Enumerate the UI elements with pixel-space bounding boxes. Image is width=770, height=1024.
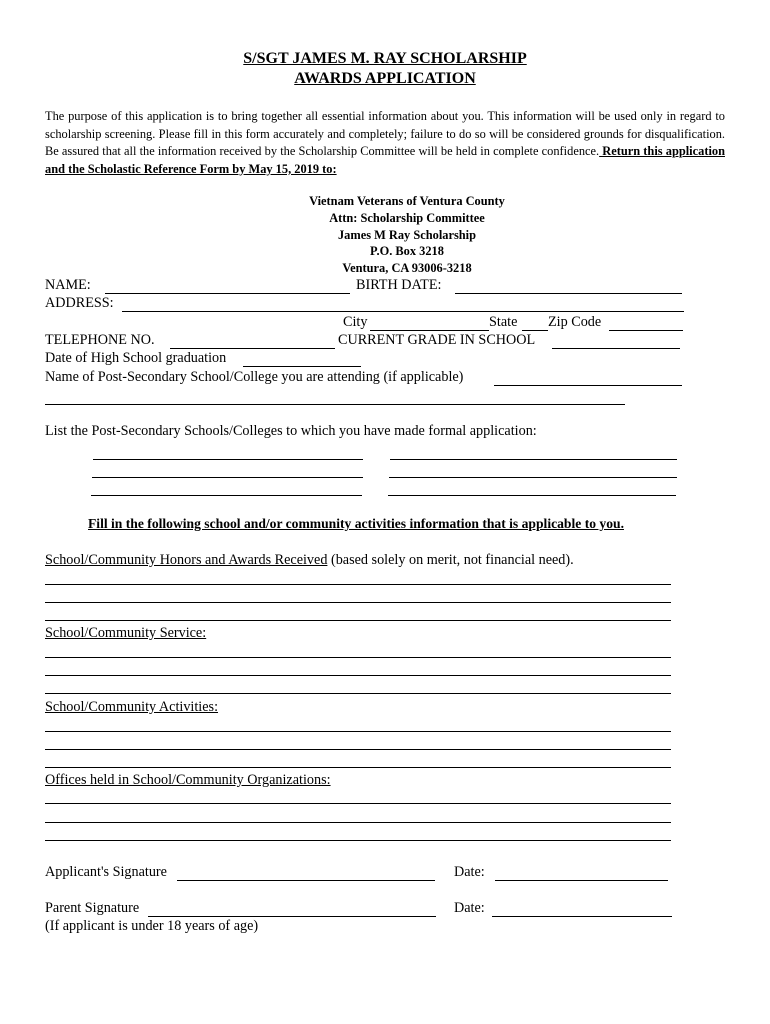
address-label: ADDRESS: <box>45 295 114 311</box>
zip-label: Zip Code <box>548 314 602 330</box>
parent-date-label: Date: <box>454 900 485 916</box>
offices-line[interactable] <box>45 808 671 823</box>
college-field[interactable] <box>92 463 363 478</box>
state-field[interactable] <box>522 316 548 331</box>
activities-line[interactable] <box>45 735 671 750</box>
honors-label: School/Community Honors and Awards Received <box>45 552 328 568</box>
birth-date-field[interactable] <box>455 279 682 294</box>
return-instructions: Return this application and the Scholastic Reference Form by May 15, 2019 to: <box>45 144 725 176</box>
college-field[interactable] <box>93 445 363 460</box>
college-field[interactable] <box>91 481 362 496</box>
parent-date-field[interactable] <box>492 902 672 917</box>
honors-line[interactable] <box>45 588 671 603</box>
post-secondary-label: Name of Post-Secondary School/College you are attending (if applicable) <box>45 369 464 385</box>
parent-note: (If applicant is under 18 years of age) <box>45 918 259 934</box>
offices-line[interactable] <box>45 789 671 804</box>
college-field[interactable] <box>389 463 677 478</box>
telephone-label: TELEPHONE NO. <box>45 332 155 348</box>
list-colleges-label: List the Post-Secondary Schools/Colleges to which you have made formal application: <box>45 423 537 439</box>
address-field[interactable] <box>122 297 684 312</box>
college-field[interactable] <box>388 481 676 496</box>
address-po-box: P.O. Box 3218 <box>370 244 444 258</box>
current-grade-field[interactable] <box>552 334 680 349</box>
name-field[interactable] <box>105 279 350 294</box>
form-title-line1: S/SGT JAMES M. RAY SCHOLARSHIP <box>243 50 527 67</box>
parent-signature-label: Parent Signature <box>45 900 140 916</box>
offices-label: Offices held in School/Community Organizations: <box>45 772 331 788</box>
zip-field[interactable] <box>609 316 683 331</box>
service-label: School/Community Service: <box>45 625 207 641</box>
intro-paragraph <box>45 108 725 178</box>
city-field[interactable] <box>370 316 489 331</box>
address-attn: Attn: Scholarship Committee <box>329 211 485 225</box>
post-secondary-field-continued[interactable] <box>45 390 625 405</box>
applicant-signature-label: Applicant's Signature <box>45 864 167 880</box>
post-secondary-field[interactable] <box>494 371 682 386</box>
birth-date-label: BIRTH DATE: <box>356 277 442 293</box>
intro-text: The purpose of this application is to bring together all essential information about you. This information will be used only in regard to scholarship screening. Please fill in this form accurately and completely; failure to do so will be considered grounds for disqualification. Be assured that all the information received by the Scholarship Committee will be held in complete confidence. <box>45 109 725 159</box>
name-label: NAME: <box>45 277 91 293</box>
honors-line[interactable] <box>45 606 671 621</box>
offices-line[interactable] <box>45 826 671 841</box>
state-label: State <box>489 314 518 330</box>
honors-line[interactable] <box>45 570 671 585</box>
form-title-line2: AWARDS APPLICATION <box>294 70 476 87</box>
honors-note: (based solely on merit, not financial need). <box>327 552 574 568</box>
address-city: Ventura, CA 93006-3218 <box>342 261 472 275</box>
telephone-field[interactable] <box>170 334 335 349</box>
service-line[interactable] <box>45 661 671 676</box>
activities-line[interactable] <box>45 753 671 768</box>
activities-heading: Fill in the following school and/or community activities information that is applicable to you. <box>88 516 624 531</box>
hs-graduation-field[interactable] <box>243 352 361 367</box>
service-line[interactable] <box>45 643 671 658</box>
current-grade-label: CURRENT GRADE IN SCHOOL <box>338 332 536 348</box>
city-label: City <box>343 314 368 330</box>
activities-line[interactable] <box>45 717 671 732</box>
applicant-date-field[interactable] <box>495 866 668 881</box>
activities-label: School/Community Activities: <box>45 699 219 715</box>
address-scholarship: James M Ray Scholarship <box>337 228 477 242</box>
applicant-signature-field[interactable] <box>177 866 435 881</box>
service-line[interactable] <box>45 679 671 694</box>
applicant-date-label: Date: <box>454 864 485 880</box>
address-org: Vietnam Veterans of Ventura County <box>309 194 505 208</box>
hs-graduation-label: Date of High School graduation <box>45 350 227 366</box>
college-field[interactable] <box>390 445 677 460</box>
parent-signature-field[interactable] <box>148 902 436 917</box>
honors-section-label <box>45 552 574 569</box>
